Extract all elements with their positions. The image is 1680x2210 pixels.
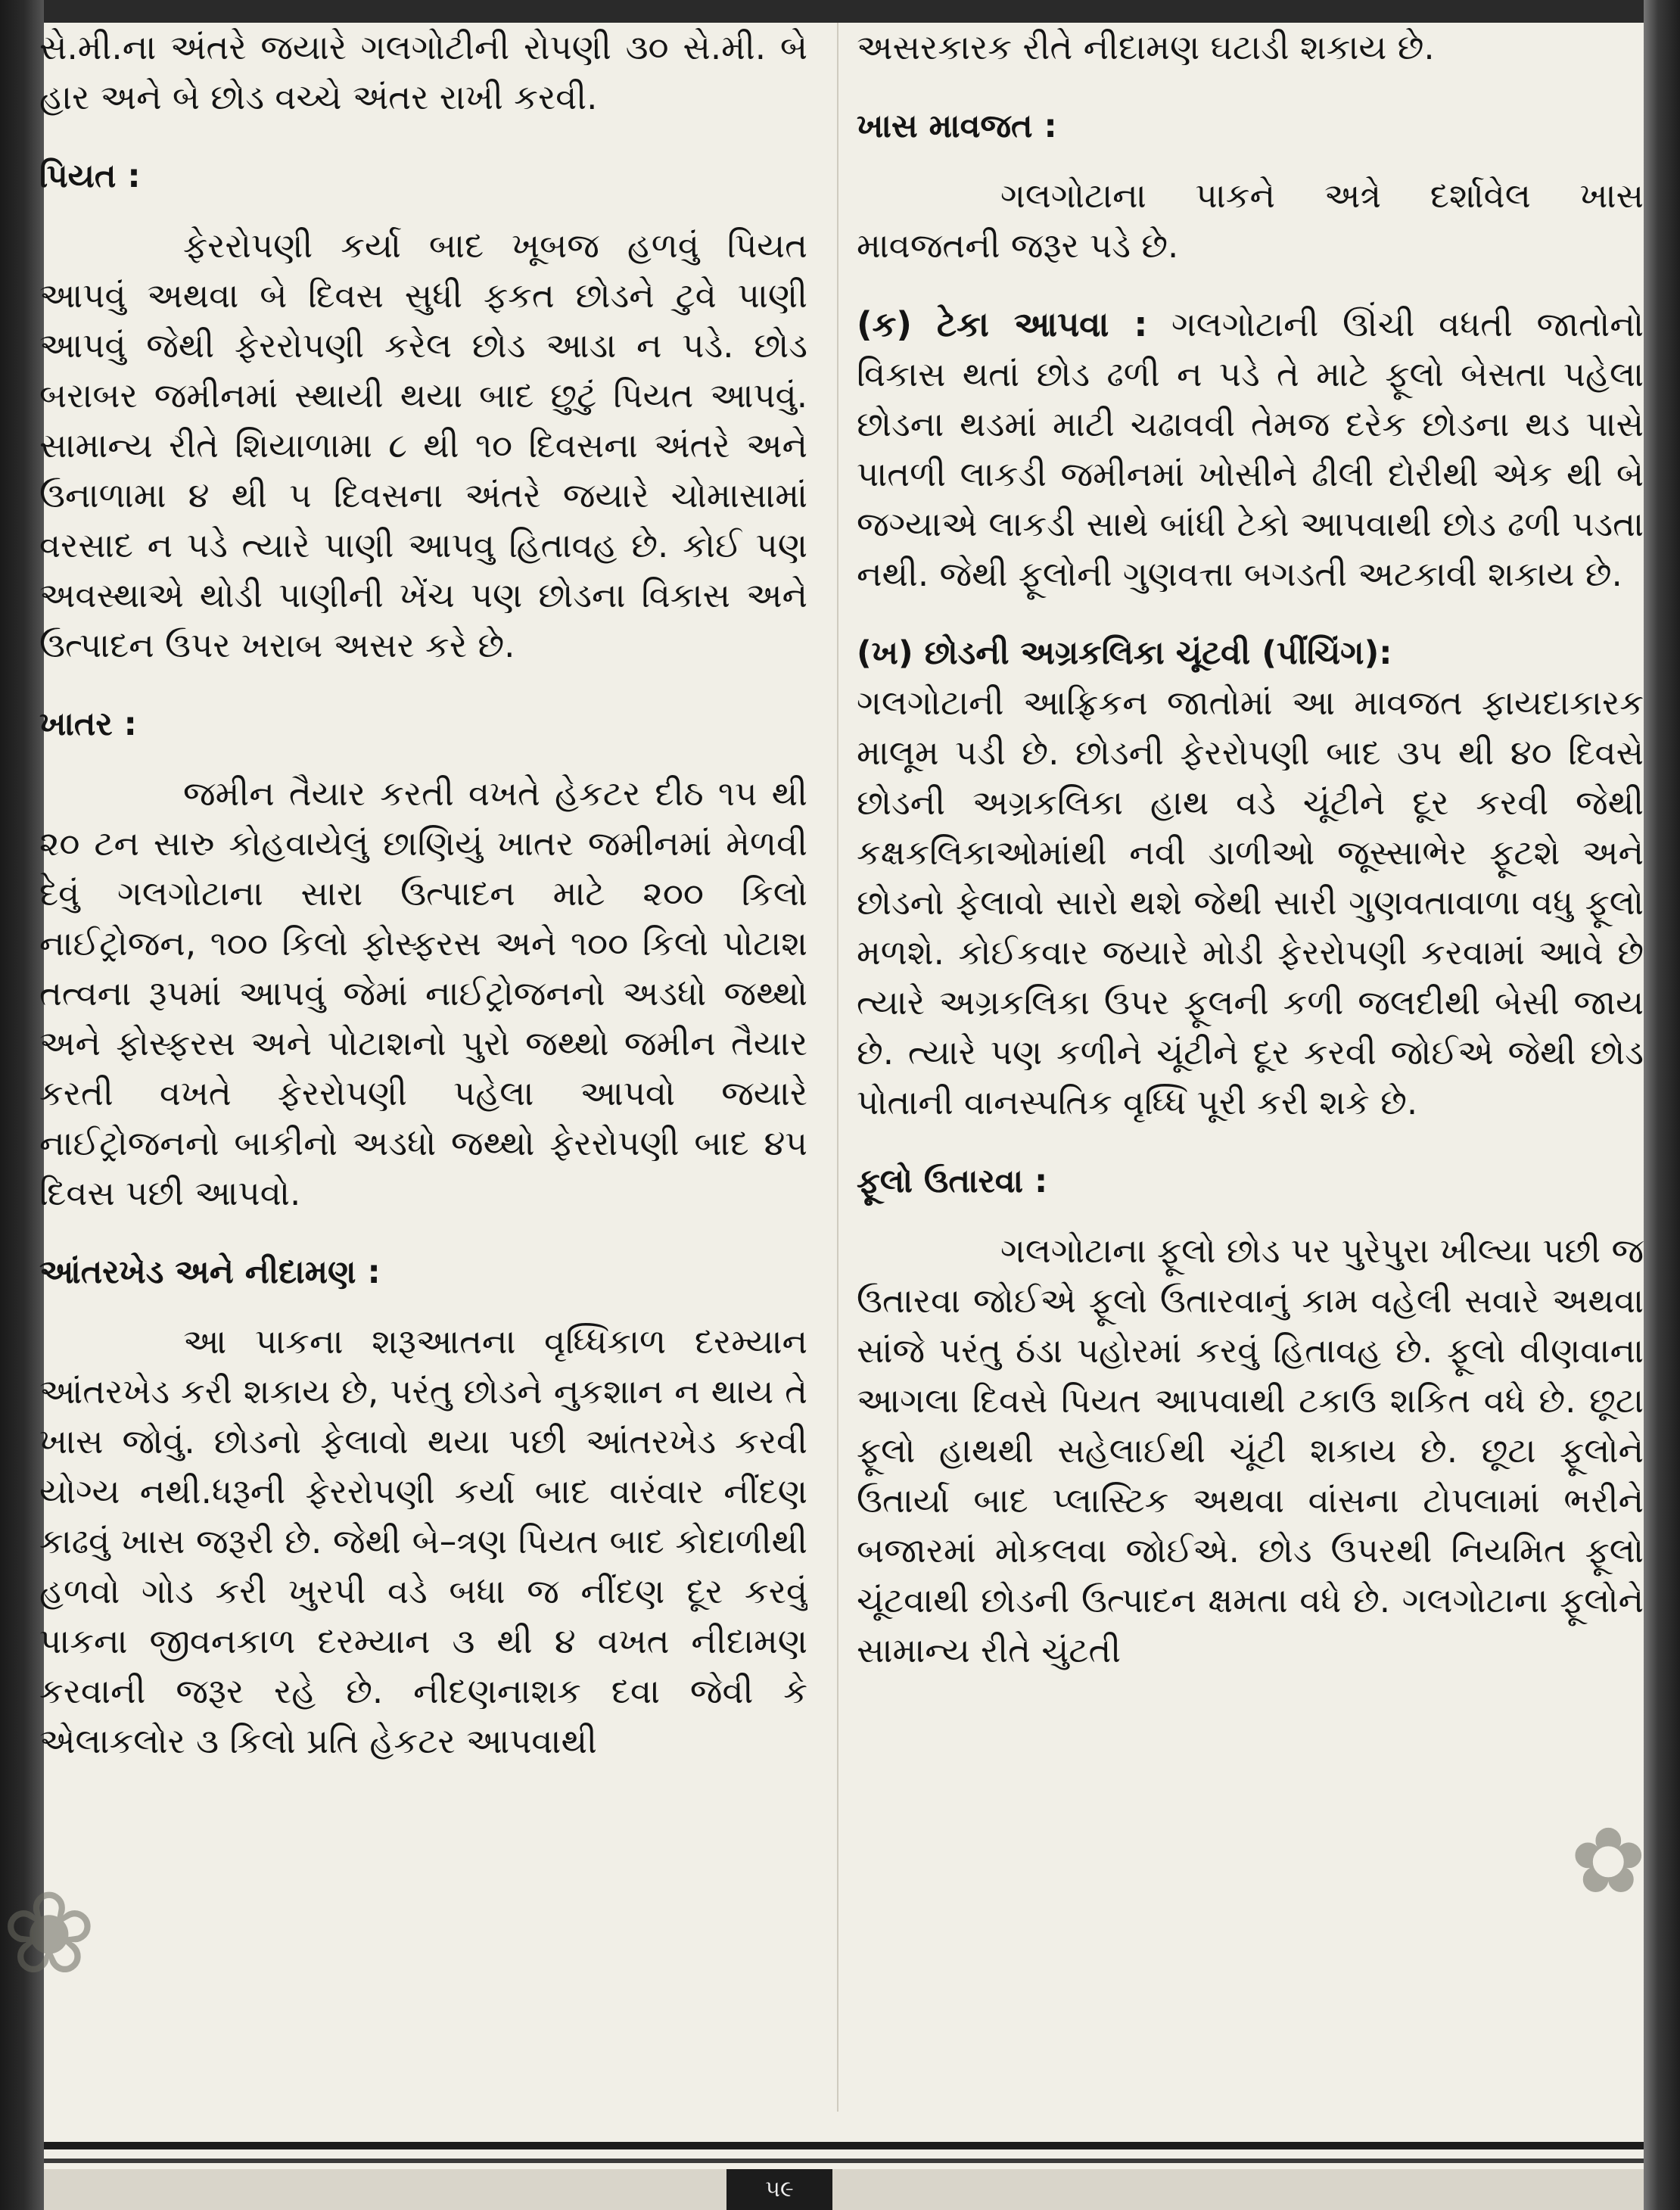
harvest-heading: ફૂલો ઉતારવા : [857, 1163, 1048, 1200]
weeding-heading: આંતરખેડ અને નીદામણ : [39, 1253, 381, 1291]
bottom-border-inner [44, 2159, 1644, 2163]
footer-band [44, 2169, 1644, 2210]
intro-paragraph: સે.મી.ના અંતરે જયારે ગલગોટીની રોપણી ૩૦ સે.મી. બે હાર અને બે છોડ વચ્ચે અંતર રાખી કરવી. [39, 27, 807, 117]
irrigation-paragraph: ફેરરોપણી કર્યા બાદ ખૂબજ હળવું પિયત આપવું અથવા બે દિવસ સુધી ફકત છોડને ટુવે પાણી આપવું જેથી ફેરરોપણી કરેલ છોડ આડા ન પડે. છોડ બરાબર જમીનમાં સ્થાયી થયા બાદ છુટું પિયત આપવું. સામાન્ય રીતે શિયાળામા ૮ થી ૧૦ દિવસના અંતરે અને ઉનાળામા ૪ થી ૫ દિવસના અંતરે જયારે ચોમાસામાં વરસાદ ન પડે ત્યારે પાણી આપવુ હિતાવહ છે. કોઈ પણ અવસ્થાએ થોડી પાણીની ખેંચ પણ છોડના વિકાસ અને ઉત્પાદન ઉપર ખરાબ અસર કરે છે. [39, 226, 807, 665]
staking-heading: (ક) ટેકા આપવા : [857, 304, 1148, 344]
column-divider [837, 23, 838, 2112]
right-column [857, 23, 1644, 2134]
fertilizer-heading: ખાતર : [39, 705, 137, 743]
floral-ornament-right-icon: ✿ [1570, 1809, 1647, 1914]
harvest-paragraph: ગલગોટાના ફૂલો છોડ પર પુરેપુરા ખીલ્યા પછી જ ઉતારવા જોઈએ ફૂલો ઉતારવાનું કામ વહેલી સવારે અથવા સાંજે પરંતુ ઠંડા પહોરમાં કરવું હિતાવહ છે. ફૂલો વીણવાના આગલા દિવસે પિયત આપવાથી ટકાઉ શકિત વધે છે. છૂટા ફૂલો હાથથી સહેલાઈથી ચૂંટી શકાય છે. છૂટા ફૂલોને ઉતાર્યા બાદ પ્લાસ્ટિક અથવા વાંસના ટોપલામાં ભરીને બજારમાં મોકલવા જોઈએ. છોડ ઉપરથી નિયમિત ફૂલો ચૂંટવાથી છોડની ઉત્પાદન ક્ષમતા વધે છે. ગલગોટાના ફૂલોને સામાન્ય રીતે ચુંટતી [857, 1231, 1644, 1670]
top-border [44, 0, 1644, 23]
weeding-paragraph: આ પાકના શરૂઆતના વૃધ્ધિકાળ દરમ્યાન આંતરખેડ કરી શકાય છે, પરંતુ છોડને નુકશાન ન થાય તે ખાસ જોવું. છોડનો ફેલાવો થયા પછી આંતરખેડ કરવી યોગ્ય નથી.ધરૂની ફેરરોપણી કર્યા બાદ વારંવાર નીંદણ કાઢવું ખાસ જરૂરી છે. જેથી બે–ત્રણ પિયત બાદ કોદાળીથી હળવો ગોડ કરી ખુરપી વડે બધા જ નીંદણ દૂર કરવું પાકના જીવનકાળ દરમ્યાન ૩ થી ૪ વખત નીદામણ કરવાની જરૂર રહે છે. નીદણનાશક દવા જેવી કે એલાકલોર ૩ કિલો પ્રતિ હેકટર આપવાથી [39, 1321, 807, 1761]
fertilizer-paragraph: જમીન તૈયાર કરતી વખતે હેકટર દીઠ ૧૫ થી ૨૦ ટન સારુ કોહવાયેલું છાણિયું ખાતર જમીનમાં મેળવી દેવું ગલગોટાના સારા ઉત્પાદન માટે ૨૦૦ કિલો નાઈટ્રોજન, ૧૦૦ કિલો ફોસ્ફરસ અને ૧૦૦ કિલો પોટાશ તત્વના રૂપમાં આપવું જેમાં નાઈટ્રોજનનો અડધો જથ્થો અને ફોસ્ફરસ અને પોટાશનો પુરો જથ્થો જમીન તૈયાર કરતી વખતે ફેરરોપણી પહેલા આપવો જયારે નાઈટ્રોજનનો બાકીનો અડધો જથ્થો ફેરરોપણી બાદ ૪૫ દિવસ પછી આપવો. [39, 774, 807, 1213]
continuation-paragraph: અસરકારક રીતે નીદામણ ઘટાડી શકાય છે. [857, 27, 1435, 67]
pinching-heading: (ખ) છોડની અગ્રકલિકા ચૂંટવી (પીંચિંગ): [857, 634, 1392, 672]
staking-text: ગલગોટાની ઊંચી વધતી જાતોનો વિકાસ થતાં છોડ ઢળી ન પડે તે માટે ફૂલો બેસતા પહેલા છોડના થડમાં માટી ચઢાવવી તેમજ દરેક છોડના થડ પાસે પાતળી લાકડી જમીનમાં ખોસીને ઢીલી દોરીથી એક થી બે જગ્યાએ લાકડી સાથે બાંધી ટેકો આપવાથી છોડ ઢળી પડતા નથી. જેથી ફૂલોની ગુણવત્તા બગડતી અટકાવી શકાય છે. [857, 304, 1644, 594]
pinching-paragraph: ગલગોટાની આફ્રિકન જાતોમાં આ માવજત ફાયદાકારક માલૂમ પડી છે. છોડની ફેરરોપણી બાદ ૩૫ થી ૪૦ દિવસે છોડની અગ્રકલિકા હાથ વડે ચૂંટીને દૂર કરવી જેથી કક્ષકલિકાઓમાંથી નવી ડાળીઓ જૂસ્સાભેર ફૂટશે અને છોડનો ફેલાવો સારો થશે જેથી સારી ગુણવતાવાળા વધુ ફૂલો મળશે. કોઈકવાર જયારે મોડી ફેરરોપણી કરવામાં આવે છે ત્યારે અગ્રકલિકા ઉપર ફૂલની કળી જલદીથી બેસી જાય છે. ત્યારે પણ કળીને ચૂંટીને દૂર કરવી જોઈએ જેથી છોડ પોતાની વાનસ્પતિક વૃધ્ધિ પૂરી કરી શકે છે. [857, 683, 1644, 1122]
special-care-heading: ખાસ માવજત : [857, 107, 1057, 145]
bottom-border [44, 2142, 1644, 2149]
page-shadow-right [1644, 0, 1680, 2210]
special-care-paragraph: ગલગોટાના પાકને અત્રે દર્શાવેલ ખાસ માવજતની જરૂર પડે છે. [857, 176, 1644, 266]
left-column [39, 23, 807, 2134]
irrigation-heading: પિયત : [39, 157, 141, 195]
staking-paragraph [857, 300, 1644, 599]
page-number: ૫૯ [726, 2169, 832, 2210]
floral-ornament-left-icon: ❀ [2, 1868, 97, 2000]
